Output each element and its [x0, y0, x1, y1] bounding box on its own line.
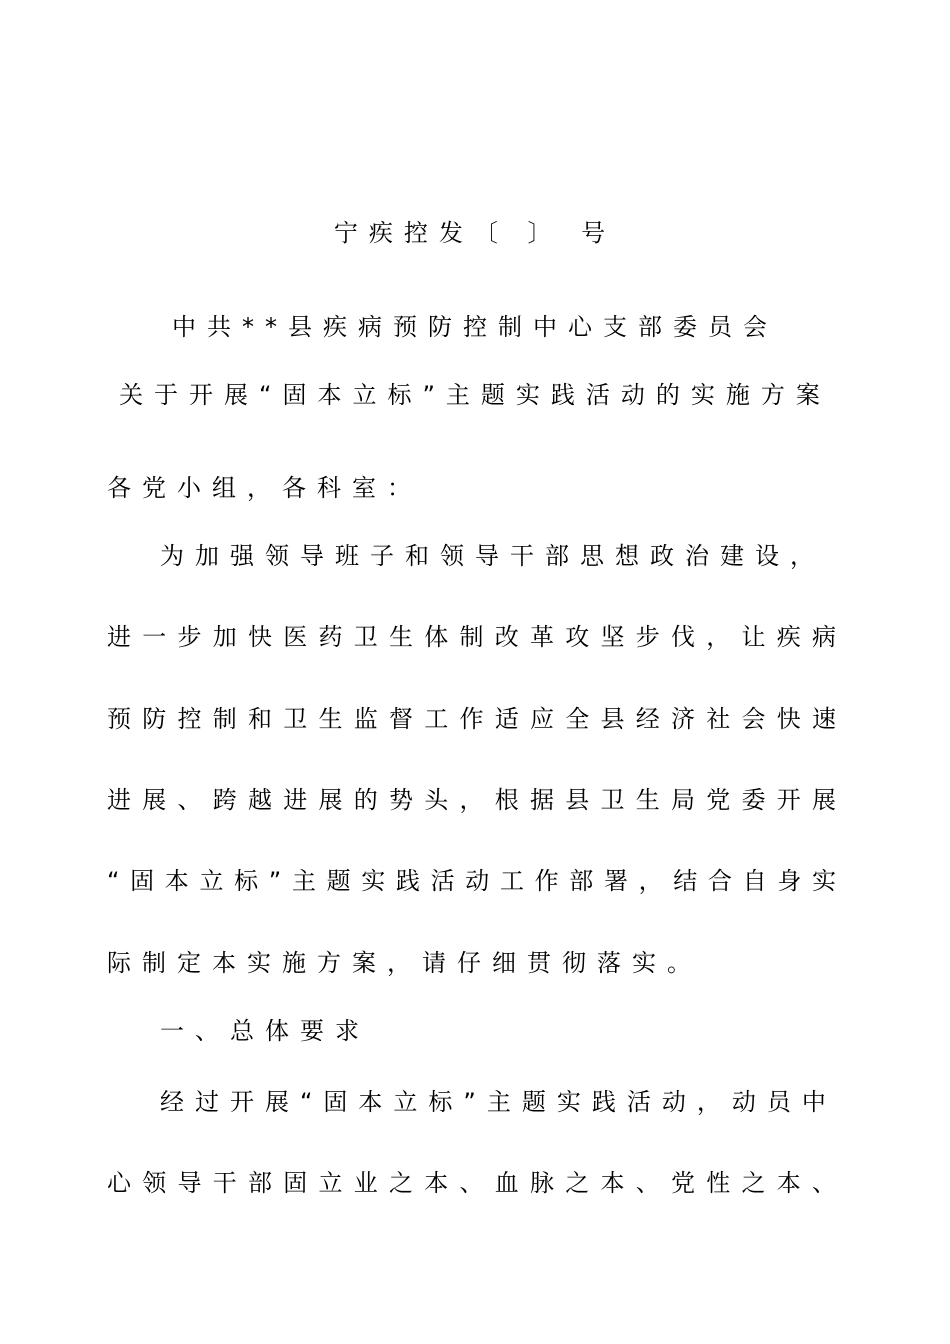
salutation-text: 各党小组，各科室：: [107, 474, 422, 502]
paragraph-1-line: [160, 541, 825, 571]
paragraph-1-line-text: 际制定本实施方案，请仔细贯彻落实。: [107, 949, 702, 977]
salutation: [107, 473, 422, 503]
section-1-heading: [160, 1016, 370, 1046]
document-title-line-2-text: 关于开展“固本立标”主题实践活动的实施方案: [119, 381, 831, 409]
document-number-text: 宁疾控发〔 〕 号: [333, 219, 617, 247]
paragraph-1-line-text: 为加强领导班子和领导干部思想政治建设，: [160, 542, 825, 570]
document-number: [0, 218, 950, 248]
document-title-line-2: [0, 380, 950, 410]
section-1-heading-text: 一、总体要求: [160, 1017, 370, 1045]
paragraph-2-line: [160, 1087, 837, 1117]
document-title-line-1: [0, 312, 950, 342]
paragraph-1-line: “ 固 本 立 标 ” 主 题 实 践 活 动 工 作 部 署 ， 结 合 自 身 实: [107, 867, 836, 895]
paragraph-1-line: 进 展 、 跨 越 进 展 的 势 头 ， 根 据 县 卫 生 局 党 委 开 展: [107, 786, 836, 814]
paragraph-1-line: [107, 948, 702, 978]
paragraph-2-line: 心 领 导 干 部 固 立 业 之 本 、 血 脉 之 本 、 党 性 之 本 、: [107, 1169, 836, 1197]
paragraph-1-line: 预 防 控 制 和 卫 生 监 督 工 作 适 应 全 县 经 济 社 会 快 速: [107, 705, 836, 733]
paragraph-2-line-text: 经过开展“固本立标”主题实践活动，动员中: [160, 1088, 837, 1116]
paragraph-1-line: 进 一 步 加 快 医 药 卫 生 体 制 改 革 攻 坚 步 伐 ， 让 疾 病: [107, 623, 836, 651]
document-title-line-1-text: 中共**县疾病预防控制中心支部委员会: [172, 313, 778, 341]
